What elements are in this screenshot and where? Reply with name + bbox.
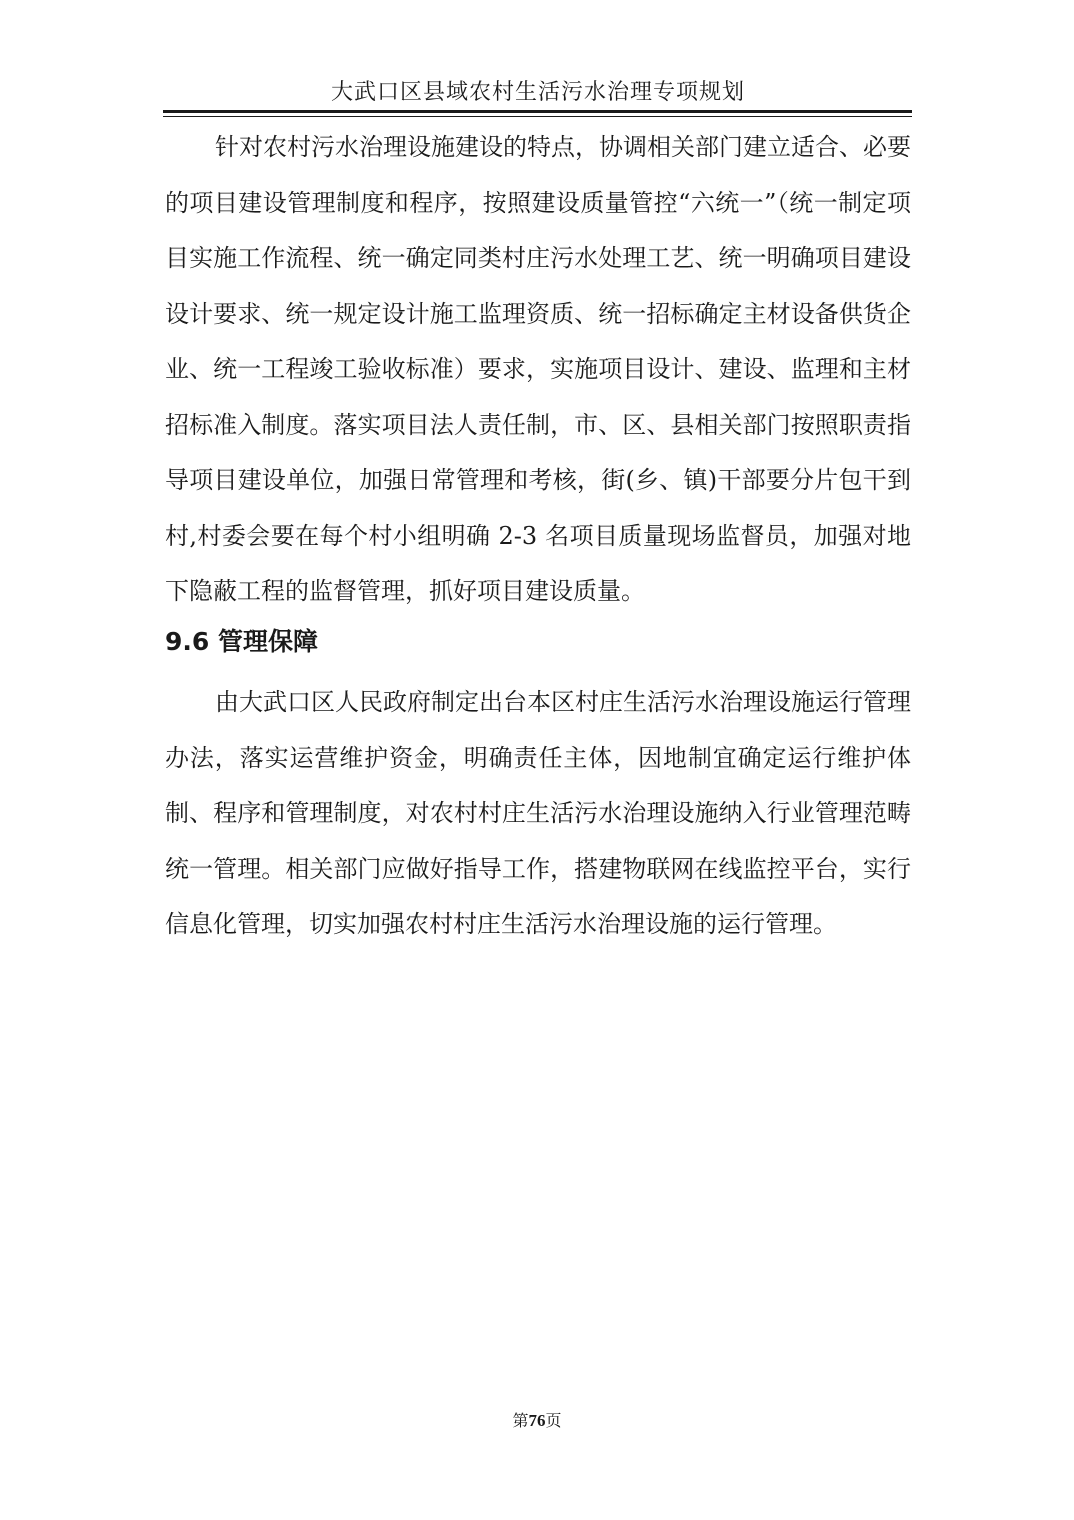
header-rule-thick (163, 110, 912, 113)
body-paragraph-1: 针对农村污水治理设施建设的特点，协调相关部门建立适合、必要的项目建设管理制度和程序，按照建设质量管控“六统一”（统一制定项目实施工作流程、统一确定同类村庄污水处理工艺、统一明确项目建设设计要求、统一规定设计施工监理资质、统一招标确定主材设备供货企业、统一工程竣工验收标准）要求，实施项目设计、建设、监理和主材招标准入制度。落实项目法人责任制，市、区、县相关部门按照职责指导项目建设单位，加强日常管理和考核，街(乡、镇)干部要分片包干到村,村委会要在每个村小组明确 2-3 名项目质量现场监督员，加强对地下隐蔽工程的监督管理，抓好项目建设质量。 (165, 133, 911, 605)
page-footer-suffix: 页 (545, 1411, 562, 1430)
page-footer-prefix: 第 (512, 1411, 529, 1430)
body-paragraph-2: 由大武口区人民政府制定出台本区村庄生活污水治理设施运行管理办法，落实运营维护资金，明确责任主体，因地制宜确定运行维护体制、程序和管理制度，对农村村庄生活污水治理设施纳入行业管理范畴统一管理。相关部门应做好指导工作，搭建物联网在线监控平台，实行信息化管理，切实加强农村村庄生活污水治理设施的运行管理。 (165, 688, 911, 938)
page-number: 76 (528, 1411, 546, 1430)
page-footer (0, 1410, 1074, 1432)
section-heading: 9.6 管理保障 (165, 627, 318, 656)
page-header-title: 大武口区县域农村生活污水治理专项规划 (330, 80, 745, 105)
header-rule-thin (163, 116, 912, 117)
